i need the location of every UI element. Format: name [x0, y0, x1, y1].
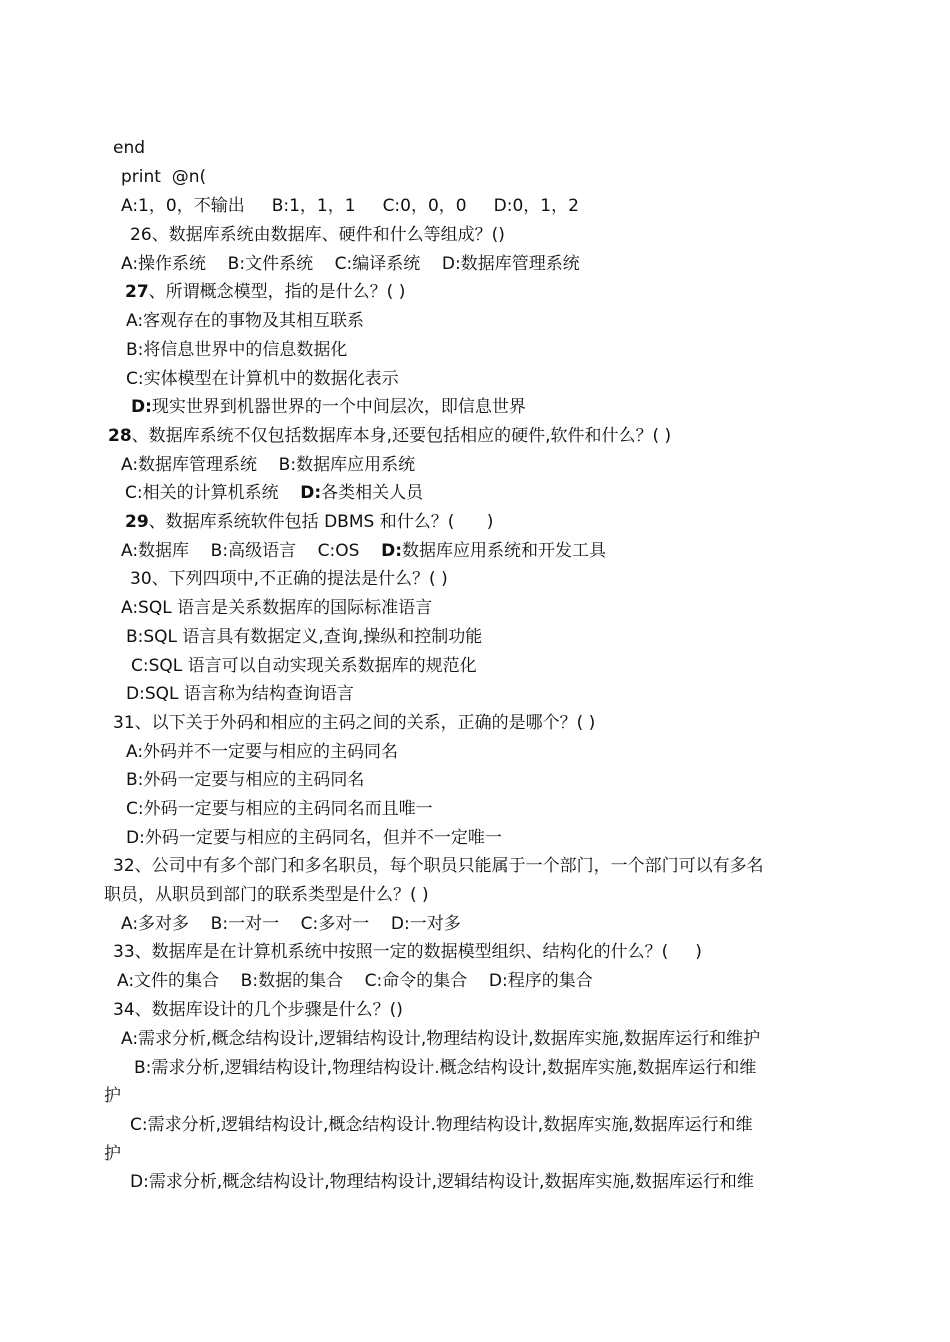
- q27-option-b: B:将信息世界中的信息数据化: [126, 340, 348, 360]
- q29-option-d-text: 数据库应用系统和开发工具: [402, 541, 606, 561]
- q26-question: 26、数据库系统由数据库、硬件和什么等组成？(): [130, 225, 505, 245]
- q34-option-c-line2: 护: [104, 1144, 121, 1164]
- q29-text: 、数据库系统软件包括 DBMS 和什么？( ): [148, 512, 494, 532]
- q33-question: 33、数据库是在计算机系统中按照一定的数据模型组织、结构化的什么？( ): [113, 942, 702, 962]
- q32-question-line1: 32、公司中有多个部门和多名职员，每个职员只能属于一个部门，一个部门可以有多名: [113, 856, 764, 876]
- q31-option-d: D:外码一定要与相应的主码同名，但并不一定唯一: [126, 828, 502, 848]
- q34-option-a: A:需求分析,概念结构设计,逻辑结构设计,物理结构设计,数据库实施,数据库运行和维护: [121, 1029, 761, 1049]
- q34-option-c-line1: C:需求分析,逻辑结构设计,概念结构设计.物理结构设计,数据库实施,数据库运行和维: [130, 1115, 753, 1135]
- q29-options: [121, 540, 606, 562]
- q28-question: [108, 425, 671, 447]
- q28-option-c: C:相关的计算机系统: [125, 483, 301, 503]
- q30-option-c: C:SQL 语言可以自动实现关系数据库的规范化: [131, 656, 477, 676]
- q29-option-d-letter: D:: [381, 541, 402, 561]
- q34-option-d-line1: D:需求分析,概念结构设计,物理结构设计,逻辑结构设计,数据库实施,数据库运行和维: [130, 1172, 754, 1192]
- q31-option-a: A:外码并不一定要与相应的主码同名: [126, 742, 399, 762]
- q34-option-b-line2: 护: [104, 1086, 121, 1106]
- q27-option-c: C:实体模型在计算机中的数据化表示: [126, 369, 399, 389]
- q30-option-d: D:SQL 语言称为结构查询语言: [126, 684, 354, 704]
- q34-option-b-line1: B:需求分析,逻辑结构设计,物理结构设计.概念结构设计,数据库实施,数据库运行和维: [134, 1058, 757, 1078]
- q32-options: A:多对多 B:一对一 C:多对一 D:一对多: [121, 914, 461, 934]
- q27-option-d: [131, 396, 526, 418]
- q31-option-c: C:外码一定要与相应的主码同名而且唯一: [126, 799, 433, 819]
- q28-option-d-text: 各类相关人员: [321, 483, 424, 503]
- q27-option-d-letter: D:: [131, 397, 152, 417]
- q31-option-b: B:外码一定要与相应的主码同名: [126, 770, 365, 790]
- q28-text: 、数据库系统不仅包括数据库本身,还要包括相应的硬件,软件和什么？( ): [131, 426, 672, 446]
- q28-option-d-letter: D:: [300, 483, 322, 503]
- q27-number: 27: [125, 282, 149, 302]
- q30-question: 30、下列四项中,不正确的提法是什么？( ): [130, 569, 448, 589]
- code-line-print: print @n(: [121, 167, 207, 187]
- q27-option-d-text: 现实世界到机器世界的一个中间层次，即信息世界: [151, 397, 526, 417]
- q34-question: 34、数据库设计的几个步骤是什么？(): [113, 1000, 403, 1020]
- q32-question-line2: 职员，从职员到部门的联系类型是什么？( ): [104, 885, 429, 905]
- q29-options-abc: A:数据库 B:高级语言 C:OS: [121, 541, 382, 561]
- q28-number: 28: [108, 426, 132, 446]
- q31-question: 31、以下关于外码和相应的主码之间的关系，正确的是哪个？( ): [113, 713, 596, 733]
- q27-question: [125, 281, 405, 303]
- code-line-end: end: [113, 138, 146, 158]
- q30-option-a: A:SQL 语言是关系数据库的国际标准语言: [121, 598, 433, 618]
- q28-options-cd: [125, 482, 423, 504]
- q25-options: A:1，0，不输出 B:1，1，1 C:0，0，0 D:0，1，2: [121, 196, 579, 216]
- q27-option-a: A:客观存在的事物及其相互联系: [126, 311, 365, 331]
- q26-options: A:操作系统 B:文件系统 C:编译系统 D:数据库管理系统: [121, 254, 580, 274]
- q29-question: [125, 511, 493, 533]
- q30-option-b: B:SQL 语言具有数据定义,查询,操纵和控制功能: [126, 627, 483, 647]
- q33-options: A:文件的集合 B:数据的集合 C:命令的集合 D:程序的集合: [117, 971, 593, 991]
- q28-options-ab: A:数据库管理系统 B:数据库应用系统: [121, 455, 416, 475]
- q29-number: 29: [125, 512, 149, 532]
- q27-text: 、所谓概念模型，指的是什么？( ): [148, 282, 406, 302]
